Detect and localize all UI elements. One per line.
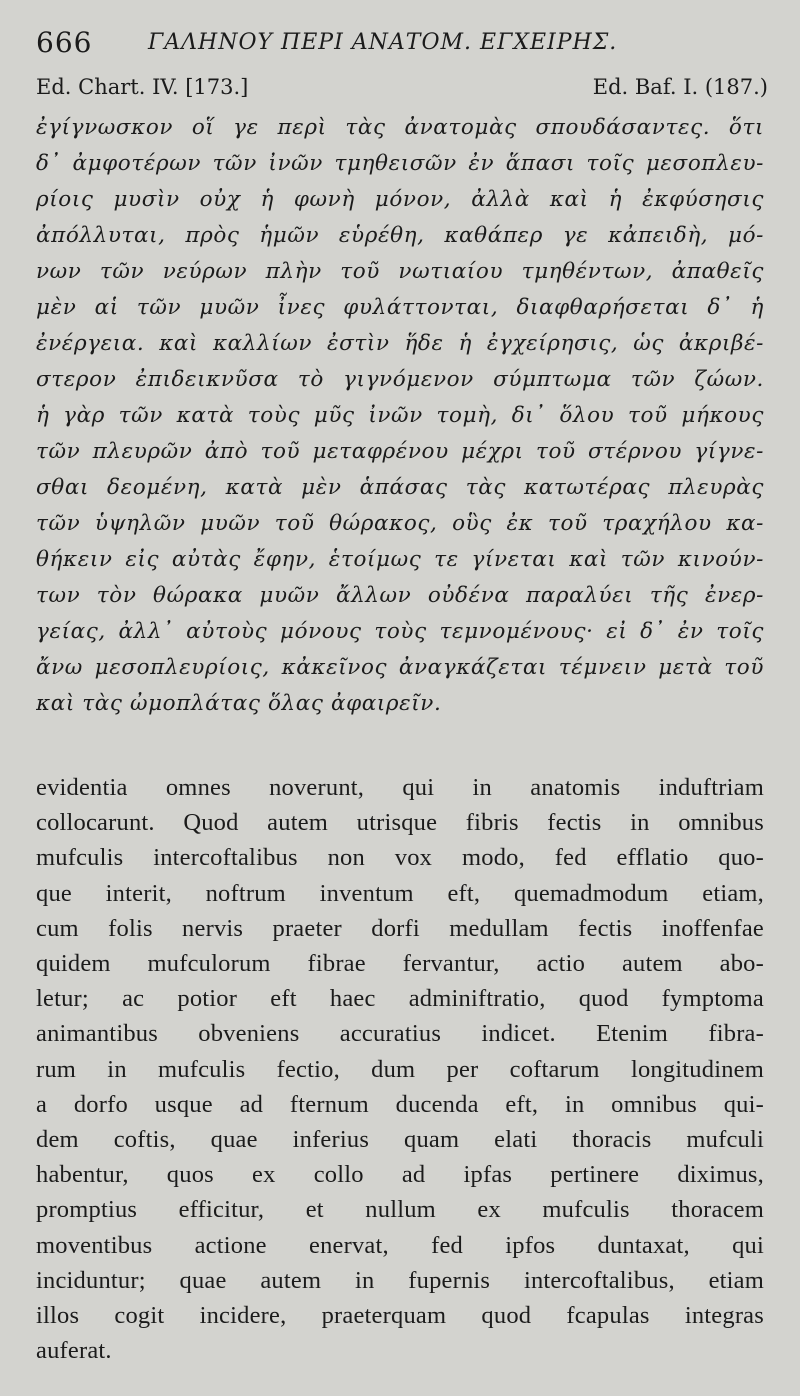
- greek-line: ἀπόλλυται, πρὸς ἡμῶν εὑρέθη, καθάπερ γε κἀπειδὴ, μό-: [36, 223, 764, 248]
- greek-line: στερον ἐπιδεικνῦσα τὸ γιγνόμενον σύμπτωμα τῶν ζώων.: [36, 367, 764, 392]
- greek-line: μὲν αἱ τῶν μυῶν ἶνες φυλάττονται, διαφθαρήσεται δ᾽ ἡ: [36, 295, 764, 320]
- greek-line: ρίοις μυσὶν οὐχ ἡ φωνὴ μόνον, ἀλλὰ καὶ ἡ ἐκφύσησις: [36, 187, 764, 212]
- latin-line: evidentia omnes noverunt, qui in anatomis induftriam: [36, 774, 764, 801]
- greek-line: τῶν πλευρῶν ἀπὸ τοῦ μεταφρένου μέχρι τοῦ στέρνου γίγνε-: [36, 439, 764, 464]
- greek-text-block: [36, 110, 764, 722]
- greek-line: ἄνω μεσοπλευρίοις, κἀκεῖνος ἀναγκάζεται τέμνειν μετὰ τοῦ: [36, 655, 764, 680]
- latin-line: quidem mufculorum fibrae fervantur, actio autem abo-: [36, 950, 764, 978]
- greek-line: ἐνέργεια. καὶ καλλίων ἐστὶν ἥδε ἡ ἐγχείρησις, ὡς ἀκριβέ-: [36, 331, 764, 356]
- latin-line: letur; ac potior eft haec adminiftratio, quod fymptoma: [36, 985, 764, 1013]
- latin-line: moventibus actione enervat, fed ipfos duntaxat, qui: [36, 1231, 764, 1259]
- greek-line: ἐγίγνωσκον οἵ γε περὶ τὰς ἀνατομὰς σπουδάσαντες. ὅτι: [36, 115, 764, 140]
- latin-line: auferat.: [36, 1337, 112, 1365]
- latin-line: mufculis intercoftalibus non vox modo, fed efflatio quo-: [36, 844, 764, 872]
- greek-line: τῶν ὑψηλῶν μυῶν τοῦ θώρακος, οὓς ἐκ τοῦ τραχήλου κα-: [36, 511, 764, 536]
- latin-line: a dorfo usque ad fternum ducenda eft, in omnibus qui-: [36, 1090, 764, 1118]
- latin-line: que interit, noftrum inventum eft, quemadmodum etiam,: [36, 879, 764, 907]
- latin-line: dem coftis, quae inferius quam elati thoracis mufculi: [36, 1126, 764, 1154]
- latin-line: collocarunt. Quod autem utrisque fibris fectis in omnibus: [36, 809, 764, 837]
- latin-line: illos cogit incidere, praeterquam quod fcapulas integras: [36, 1302, 764, 1330]
- greek-line: θήκειν εἰς αὐτὰς ἔφην, ἑτοίμως τε γίνεται καὶ τῶν κινούν-: [36, 547, 764, 572]
- edition-references: [36, 75, 768, 109]
- latin-line: inciduntur; quae autem in fupernis intercoftalibus, etiam: [36, 1266, 764, 1294]
- greek-line: των τὸν θώρακα μυῶν ἄλλων οὐδένα παραλύει τῆς ἐνερ-: [36, 583, 764, 608]
- page-header: [36, 26, 766, 66]
- greek-line: γείας, ἀλλ᾽ αὐτοὺς μόνους τοὺς τεμνομένους· εἰ δ᾽ ἐν τοῖς: [36, 619, 764, 644]
- latin-line: cum folis nervis praeter dorfi medullam fectis inoffenfae: [36, 914, 764, 942]
- latin-text-block: [36, 770, 764, 1368]
- greek-line: ἡ γὰρ τῶν κατὰ τοὺς μῦς ἰνῶν τομὴ, δι᾽ ὅλου τοῦ μήκους: [36, 403, 764, 428]
- page-number: 666: [36, 26, 93, 59]
- greek-line: καὶ τὰς ὠμοπλάτας ὅλας ἀφαιρεῖν.: [36, 691, 442, 716]
- greek-line: δ᾽ ἀμφοτέρων τῶν ἰνῶν τμηθεισῶν ἐν ἅπασι τοῖς μεσοπλευ-: [36, 151, 764, 176]
- greek-line: σθαι δεομένη, κατὰ μὲν ἁπάσας τὰς κατωτέρας πλευρὰς: [36, 475, 764, 500]
- latin-line: habentur, quos ex collo ad ipfas pertinere diximus,: [36, 1161, 764, 1189]
- edition-basel: Ed. Baf. I. (187.): [592, 75, 768, 99]
- running-title: ΓΑΛΗΝΟΥ ΠΕΡΙ ΑΝΑΤΟΜ. ΕΓΧΕΙΡΗΣ.: [148, 30, 618, 55]
- latin-line: rum in mufculis fectio, dum per coftarum longitudinem: [36, 1055, 764, 1083]
- greek-line: νων τῶν νεύρων πλὴν τοῦ νωτιαίου τμηθέντων, ἀπαθεῖς: [36, 259, 764, 284]
- latin-line: animantibus obveniens accuratius indicet. Etenim fibra-: [36, 1020, 764, 1048]
- latin-line: promptius efficitur, et nullum ex mufculis thoracem: [36, 1196, 764, 1224]
- edition-chartier: Ed. Chart. IV. [173.]: [36, 75, 249, 99]
